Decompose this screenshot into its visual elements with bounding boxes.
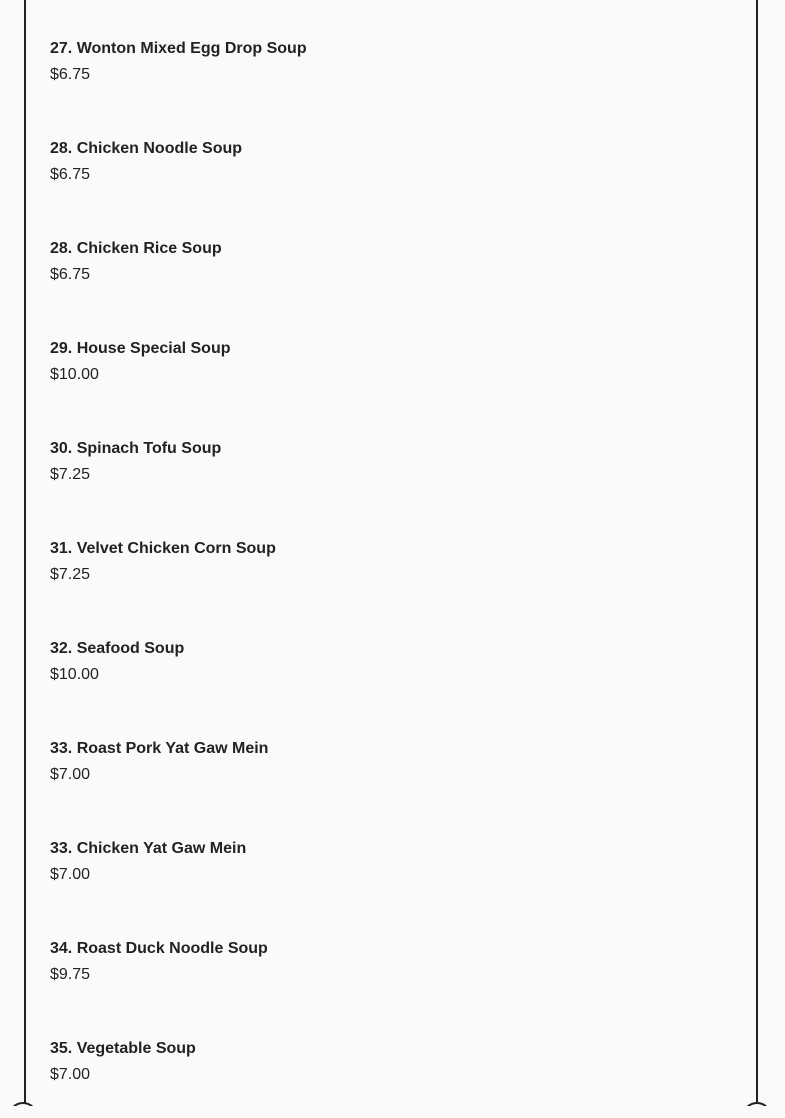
menu-item-price: $6.75 <box>50 166 91 183</box>
menu-item-price: $7.25 <box>50 566 91 583</box>
menu-item-name: 28. Chicken Noodle Soup <box>50 140 243 157</box>
menu-item <box>50 1039 307 1118</box>
menu-item <box>50 639 307 739</box>
menu-item <box>50 739 307 839</box>
menu-item-price: $10.00 <box>50 666 99 683</box>
menu-item <box>50 239 307 339</box>
menu-item-price: $10.00 <box>50 366 99 383</box>
menu-item <box>50 939 307 1039</box>
soup-menu-list <box>50 39 307 1118</box>
menu-item <box>50 139 307 239</box>
menu-item <box>50 539 307 639</box>
menu-item-price: $6.75 <box>50 266 91 283</box>
menu-item <box>50 339 307 439</box>
menu-item <box>50 839 307 939</box>
menu-item-name: 30. Spinach Tofu Soup <box>50 440 222 457</box>
menu-item <box>50 439 307 539</box>
menu-item-price: $9.75 <box>50 966 91 983</box>
menu-item-name: 27. Wonton Mixed Egg Drop Soup <box>50 40 307 57</box>
menu-item <box>50 39 307 139</box>
menu-item-price: $7.25 <box>50 466 91 483</box>
menu-item-price: $7.00 <box>50 766 91 783</box>
menu-item-name: 31. Velvet Chicken Corn Soup <box>50 540 276 557</box>
menu-item-name: 34. Roast Duck Noodle Soup <box>50 940 268 957</box>
menu-item-name: 28. Chicken Rice Soup <box>50 240 222 257</box>
menu-item-name: 32. Seafood Soup <box>50 640 185 657</box>
menu-item-name: 29. House Special Soup <box>50 340 231 357</box>
menu-item-name: 33. Chicken Yat Gaw Mein <box>50 840 247 857</box>
menu-item-price: $7.00 <box>50 866 91 883</box>
menu-item-name: 33. Roast Pork Yat Gaw Mein <box>50 740 269 757</box>
menu-item-name: 35. Vegetable Soup <box>50 1040 196 1057</box>
menu-item-price: $7.00 <box>50 1066 91 1083</box>
menu-item-price: $6.75 <box>50 66 91 83</box>
